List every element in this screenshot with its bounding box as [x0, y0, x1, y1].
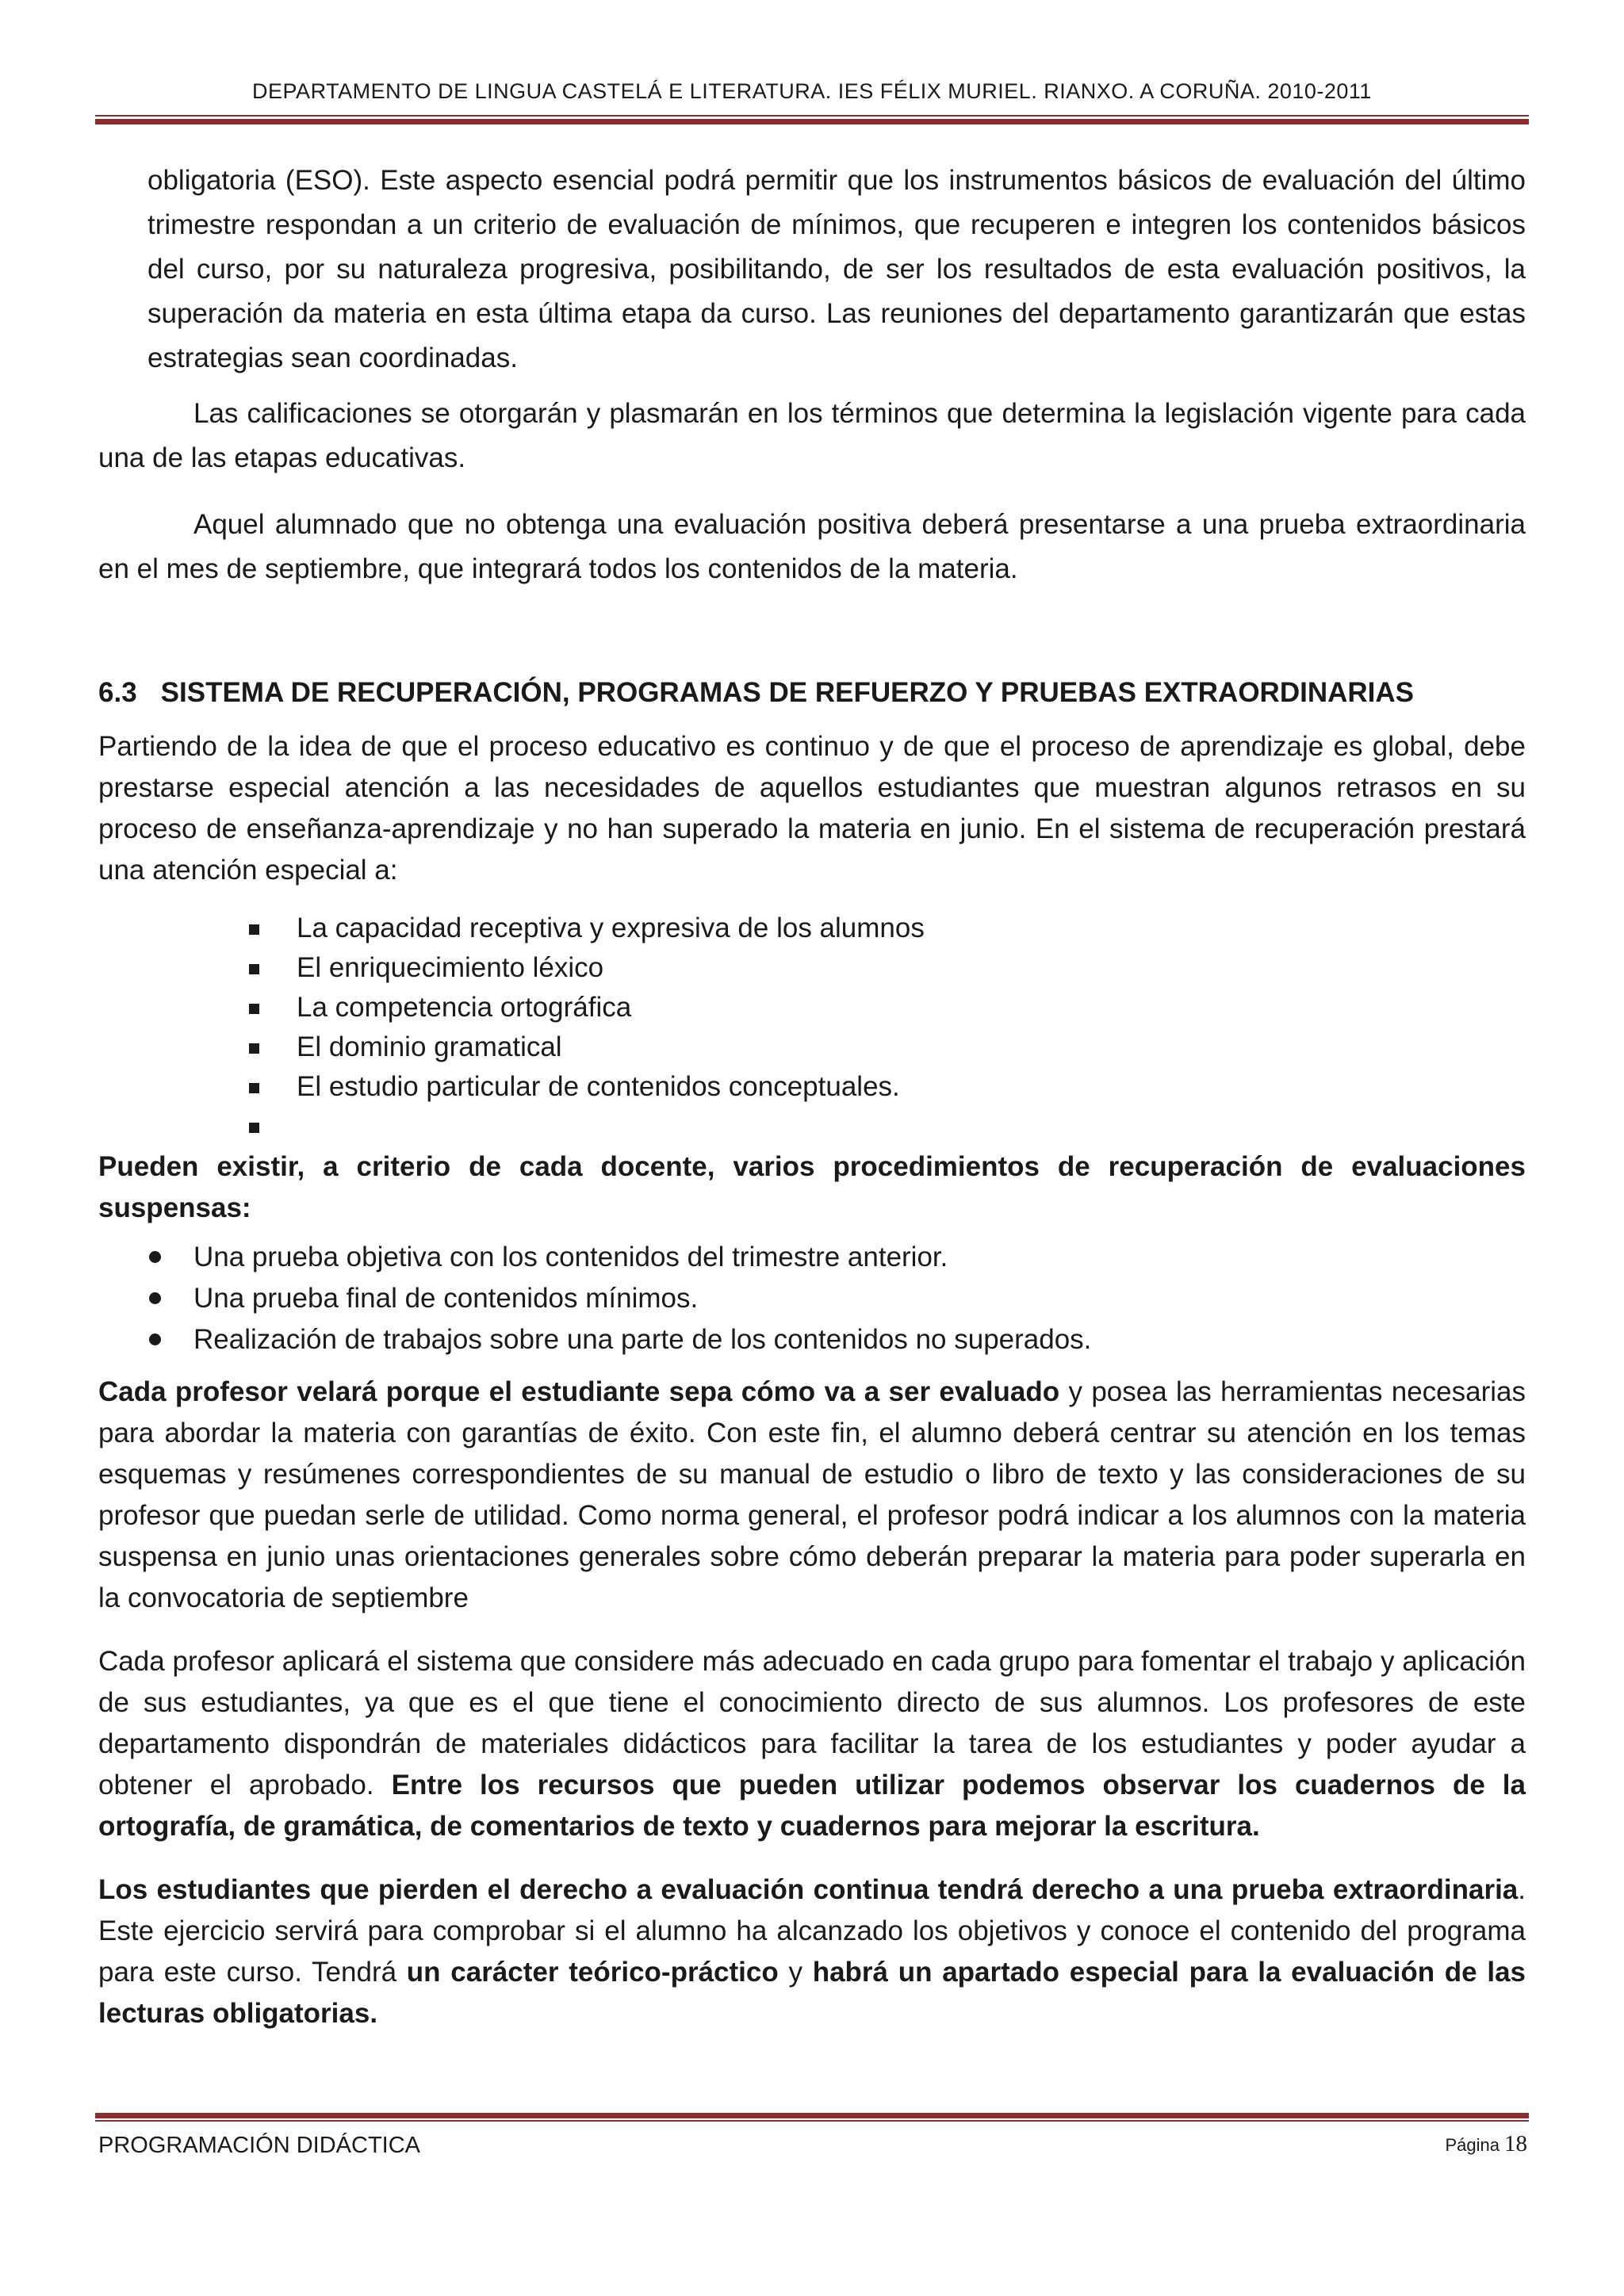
footer-rule-thin — [95, 2120, 1529, 2122]
paragraph-prueba-extraordinaria: Aquel alumnado que no obtenga una evaluación positiva deberá presentarse a una prueba extraordinaria en el mes de septiembre, que integrará todos los contenidos de la materia. — [98, 509, 1526, 584]
bold-text: Entre los recursos que pueden utilizar podemos observar los cuadernos de la ortografía, de gramática, de comentarios de texto y cuadernos para mejorar la escritura. — [98, 1770, 1526, 1842]
footer-title: PROGRAMACIÓN DIDÁCTICA — [98, 2133, 421, 2158]
bold-text: Cada profesor velará porque el estudiante sepa cómo va a ser evaluado — [98, 1376, 1060, 1407]
plain-text: Cada profesor aplicará el sistema que considere más adecuado en cada grupo para fomentar el trabajo y aplicación de sus estudiantes, ya que es el que tiene el conocimiento directo de sus alumnos. Los profesores de este departamento dispondrán de materiales didácticos para facilitar la tarea de los estudiantes y poder ayudar a obtener el aprobado. — [98, 1646, 1526, 1800]
list-item — [297, 1107, 1526, 1146]
page-number-label — [1445, 2131, 1527, 2157]
list-item: El estudio particular de contenidos conceptuales. — [297, 1067, 1526, 1107]
square-bullet-list — [98, 909, 1526, 1146]
page-header: DEPARTAMENTO DE LINGUA CASTELÁ E LITERATURA. IES FÉLIX MURIEL. RIANXO. A CORUÑA. 2010-2011 — [252, 79, 1372, 103]
header-rule-thick — [95, 119, 1529, 124]
list-item: El dominio gramatical — [297, 1027, 1526, 1067]
paragraph-los-estudiantes — [98, 1869, 1526, 2034]
paragraph-eso: obligatoria (ESO). Este aspecto esencial podrá permitir que los instrumentos básicos de evaluación del último trimestre respondan a un criterio de evaluación de mínimos, que recuperen e integren los contenidos básicos del curso, por su naturaleza progresiva, posibilitando, de ser los resultados de esta evaluación positivos, la superación da materia en esta última etapa da curso. Las reuniones del departamento garantizarán que estas estrategias sean coordinadas. — [147, 165, 1526, 373]
bold-text: un carácter teórico-práctico — [406, 1957, 779, 1988]
section-number: 6.3 — [98, 677, 137, 708]
paragraph-partiendo: Partiendo de la idea de que el proceso educativo es continuo y de que el proceso de aprendizaje es global, debe prestarse especial atención a las necesidades de aquellos estudiantes que muestran algunos retrasos en su proceso de enseñanza-aprendizaje y no han superado la materia en junio. En el sistema de recuperación prestará una atención especial a: — [98, 731, 1526, 886]
page-number: 18 — [1504, 2131, 1527, 2156]
list-item: Realización de trabajos sobre una parte de los contenidos no superados. — [193, 1319, 1526, 1360]
footer-rule-thick — [95, 2113, 1529, 2118]
dot-bullet-list — [98, 1237, 1526, 1360]
list-item: El enriquecimiento léxico — [297, 948, 1526, 988]
section-title: SISTEMA DE RECUPERACIÓN, PROGRAMAS DE REFUERZO Y PRUEBAS EXTRAORDINARIAS — [160, 677, 1415, 708]
page-label: Página — [1445, 2135, 1500, 2155]
paragraph-pueden-existir — [98, 1146, 1526, 1229]
header-rule-thin — [95, 115, 1529, 117]
list-item: Una prueba final de contenidos mínimos. — [193, 1278, 1526, 1319]
bold-text: Los estudiantes que pierden el derecho a evaluación continua tendrá derecho a una prueba extraordinaria — [98, 1874, 1519, 1905]
section-heading — [98, 671, 1526, 715]
plain-text: . Este ejercicio servirá para comprobar si el alumno ha alcanzado los objetivos y conoce el contenido del programa para este curso. Tendrá — [98, 1874, 1526, 1988]
bold-text: Pueden existir, a criterio de cada docente, varios procedimientos de recuperación de evaluaciones suspensas: — [98, 1151, 1526, 1223]
body-content — [98, 159, 1526, 2034]
list-item: Una prueba objetiva con los contenidos del trimestre anterior. — [193, 1237, 1526, 1278]
list-item: La capacidad receptiva y expresiva de los alumnos — [297, 909, 1526, 948]
bold-text: habrá un apartado especial para la evaluación de las lecturas obligatorias. — [98, 1957, 1526, 2029]
paragraph-calificaciones: Las calificaciones se otorgarán y plasmarán en los términos que determina la legislación vigente para cada una de las etapas educativas. — [98, 398, 1526, 473]
list-item: La competencia ortográfica — [297, 988, 1526, 1027]
plain-text: y — [778, 1957, 813, 1988]
paragraph-cada-profesor-aplicara — [98, 1641, 1526, 1847]
plain-text: y posea las herramientas necesarias para abordar la materia con garantías de éxito. Con este fin, el alumno deberá centrar su atención en los temas esquemas y resúmenes correspondientes de su manual de estudio o libro de texto y las consideraciones de su profesor que puedan serle de utilidad. Como norma general, el profesor podrá indicar a los alumnos con la materia suspensa en junio unas orientaciones generales sobre cómo deberán preparar la materia para poder superarla en la convocatoria de septiembre — [98, 1376, 1526, 1613]
paragraph-cada-profesor-velara — [98, 1372, 1526, 1619]
